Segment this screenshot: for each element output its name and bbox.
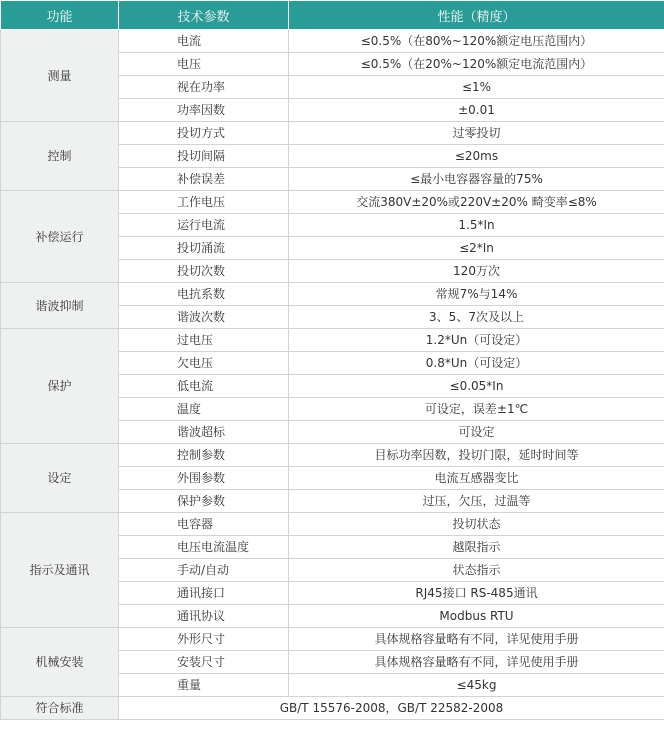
standard-row [1, 697, 664, 720]
value-cell: ≤0.5%（在20%~120%额定电流范围内） [289, 53, 664, 76]
value-cell: 目标功率因数，投切门限，延时时间等 [289, 444, 664, 467]
param-cell: 投切方式 [119, 122, 289, 145]
table-row [1, 30, 664, 53]
param-cell: 谐波超标 [119, 421, 289, 444]
param-cell: 欠电压 [119, 352, 289, 375]
value-cell: ≤20ms [289, 145, 664, 168]
value-cell: 过零投切 [289, 122, 664, 145]
param-cell: 保护参数 [119, 490, 289, 513]
header-function: 功能 [1, 1, 119, 30]
category-cell: 谐波抑制 [1, 283, 119, 329]
table-row [1, 513, 664, 536]
param-cell: 视在功率 [119, 76, 289, 99]
param-cell: 外形尺寸 [119, 628, 289, 651]
value-cell: 越限指示 [289, 536, 664, 559]
table-row [1, 628, 664, 651]
value-cell: RJ45接口 RS-485通讯 [289, 582, 664, 605]
value-cell: 可设定，误差±1℃ [289, 398, 664, 421]
param-cell: 通讯协议 [119, 605, 289, 628]
param-cell: 投切涌流 [119, 237, 289, 260]
param-cell: 电压 [119, 53, 289, 76]
param-cell: 工作电压 [119, 191, 289, 214]
value-cell: 具体规格容量略有不同，详见使用手册 [289, 628, 664, 651]
value-cell: ≤45kg [289, 674, 664, 697]
value-cell: 120万次 [289, 260, 664, 283]
value-cell: ≤最小电容器容量的75% [289, 168, 664, 191]
category-cell: 指示及通讯 [1, 513, 119, 628]
standard-category-cell: 符合标准 [1, 697, 119, 720]
param-cell: 投切次数 [119, 260, 289, 283]
value-cell: 可设定 [289, 421, 664, 444]
value-cell: ±0.01 [289, 99, 664, 122]
value-cell: 投切状态 [289, 513, 664, 536]
category-cell: 控制 [1, 122, 119, 191]
param-cell: 安装尺寸 [119, 651, 289, 674]
param-cell: 谐波次数 [119, 306, 289, 329]
value-cell: ≤0.05*In [289, 375, 664, 398]
header-param: 技术参数 [119, 1, 289, 30]
value-cell: 3、5、7次及以上 [289, 306, 664, 329]
value-cell: ≤0.5%（在80%~120%额定电压范围内） [289, 30, 664, 53]
value-cell: 常规7%与14% [289, 283, 664, 306]
param-cell: 投切间隔 [119, 145, 289, 168]
param-cell: 手动/自动 [119, 559, 289, 582]
param-cell: 低电流 [119, 375, 289, 398]
category-cell: 补偿运行 [1, 191, 119, 283]
value-cell: ≤2*In [289, 237, 664, 260]
table-body [1, 30, 664, 720]
value-cell: 1.5*In [289, 214, 664, 237]
value-cell: 具体规格容量略有不同，详见使用手册 [289, 651, 664, 674]
table-row [1, 444, 664, 467]
param-cell: 温度 [119, 398, 289, 421]
category-cell: 测量 [1, 30, 119, 122]
param-cell: 过电压 [119, 329, 289, 352]
value-cell: Modbus RTU [289, 605, 664, 628]
param-cell: 功率因数 [119, 99, 289, 122]
value-cell: 0.8*Un（可设定） [289, 352, 664, 375]
param-cell: 电容器 [119, 513, 289, 536]
param-cell: 外围参数 [119, 467, 289, 490]
value-cell: 交流380V±20%或220V±20% 畸变率≤8% [289, 191, 664, 214]
category-cell: 保护 [1, 329, 119, 444]
param-cell: 电流 [119, 30, 289, 53]
param-cell: 电抗系数 [119, 283, 289, 306]
param-cell: 通讯接口 [119, 582, 289, 605]
table-row [1, 283, 664, 306]
value-cell: 状态指示 [289, 559, 664, 582]
table-row [1, 191, 664, 214]
value-cell: 过压，欠压，过温等 [289, 490, 664, 513]
param-cell: 运行电流 [119, 214, 289, 237]
standard-value-cell: GB/T 15576-2008，GB/T 22582-2008 [119, 697, 664, 720]
table-row [1, 329, 664, 352]
category-cell: 机械安装 [1, 628, 119, 697]
param-cell: 控制参数 [119, 444, 289, 467]
value-cell: 1.2*Un（可设定） [289, 329, 664, 352]
header-performance: 性能（精度） [289, 1, 664, 30]
param-cell: 电压电流温度 [119, 536, 289, 559]
param-cell: 重量 [119, 674, 289, 697]
category-cell: 设定 [1, 444, 119, 513]
param-cell: 补偿误差 [119, 168, 289, 191]
table-row [1, 122, 664, 145]
header-row [1, 1, 664, 30]
value-cell: 电流互感器变比 [289, 467, 664, 490]
value-cell: ≤1% [289, 76, 664, 99]
table-header [1, 1, 664, 30]
